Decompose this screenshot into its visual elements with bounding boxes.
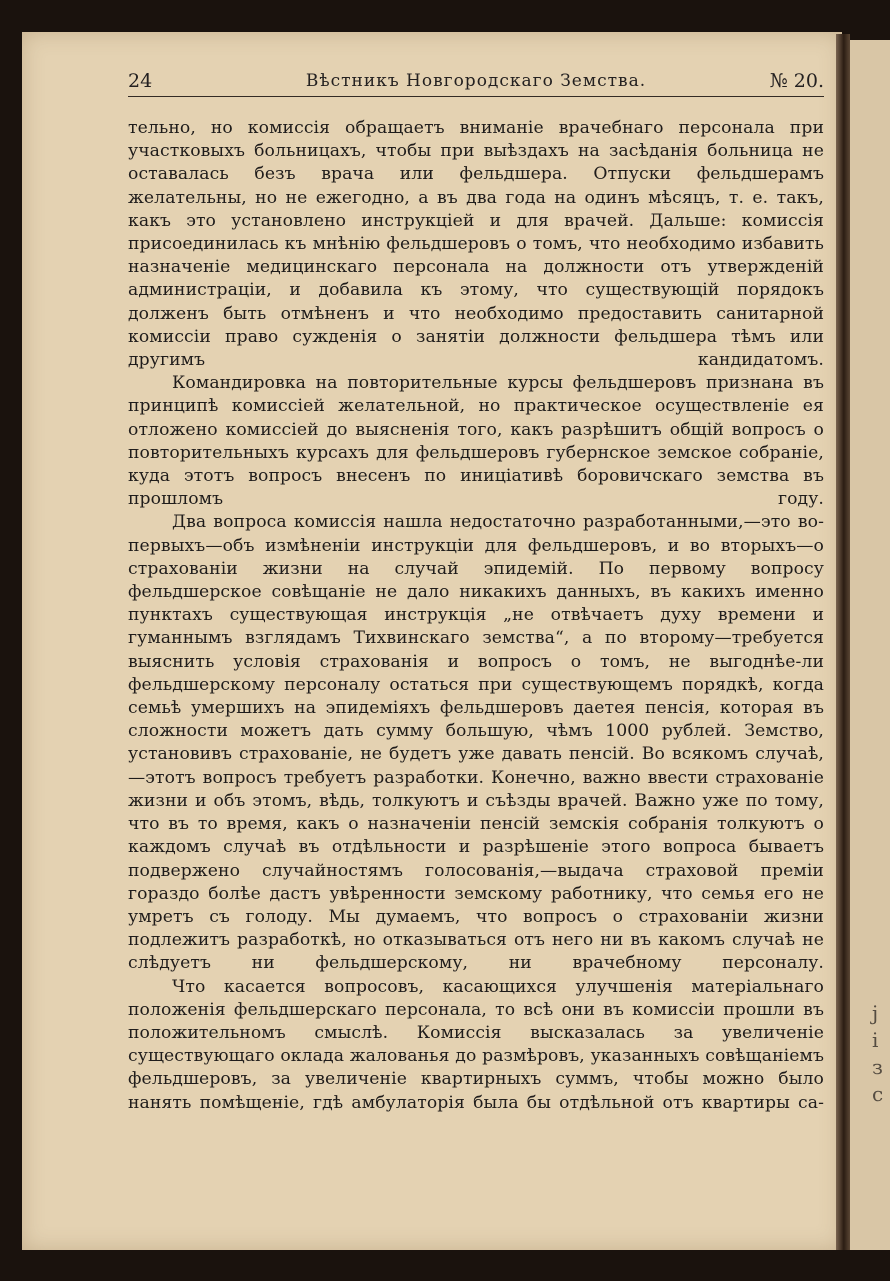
book-gutter: [836, 34, 850, 1250]
facing-page-glyphs: [872, 1000, 882, 1108]
facing-page-edge: [850, 40, 890, 1250]
running-header: [128, 70, 824, 97]
paragraph-two-questions: Два вопроса комиссія нашла недостаточно разработанными,—это во-первыхъ—объ измѣненіи инструкціи для фельдшеровъ, и во вторыхъ—о страхованіи жизни на случай эпидемій. По первому вопросу фельдшерское совѣщаніе не дало никакихъ данныхъ, въ какихъ именно пунктахъ существующая инструкція „не отвѣчаетъ духу времени и гуманнымъ взглядамъ Тихвинскаго земства“, а по второму—требуется выяснить условія страхованія и вопросъ о томъ, не выгоднѣе-ли фельдшерскому персоналу остаться при существующемъ порядкѣ, когда семьѣ умершихъ на эпидеміяхъ фельдшеровъ даетея пенсія, которая въ сложности можетъ дать сумму большую, чѣмъ 1000 рублей. Земство, установивъ страхованіе, не будетъ уже давать пенсій. Во всякомъ случаѣ,—этотъ вопросъ требуетъ разработки. Конечно, важно ввести страхованіе жизни и объ этомъ, вѣдь, толкуютъ и съѣзды врачей. Важно уже по тому, что въ то время, какъ о назначеніи пенсій земскія собранія толкуютъ о каждомъ случаѣ въ отдѣльности и разрѣшеніе этого вопроса бываетъ подвержено случайностямъ голосованія,—выдача страховой преміи гораздо болѣе дастъ увѣренности земскому работнику, что семья его не умретъ съ голоду. Мы думаемъ, что вопросъ о страхованіи жизни подлежитъ разработкѣ, но отказываться отъ него ни въ какомъ случаѣ не слѣдуетъ ни фельдшерскому, ни врачебному персоналу.: [128, 512, 824, 974]
facing-glyph: з: [872, 1055, 883, 1079]
facing-glyph: і: [872, 1028, 879, 1052]
page-number: 24: [128, 70, 153, 92]
paragraph-continuation: тельно, но комиссія обращаетъ вниманіе врачебнаго персонала при участковыхъ больницахъ, чтобы при выѣздахъ на засѣданія больница не оставалась безъ врача или фельдшера. Отпуски фельдшерамъ желательны, но не ежегодно, а въ два года на одинъ мѣсяцъ, т. е. такъ, какъ это установлено инструкціей и для врачей. Дальше: комиссія присоединилась къ мнѣнію фельдшеровъ о томъ, что необходимо избавить назначеніе медицинскаго персонала на должности отъ утвержденій администраціи, и добавила къ этому, что существующій порядокъ долженъ быть отмѣненъ и что необходимо предоставить санитарной комиссіи право сужденія о занятіи должности фельдшера тѣмъ или другимъ кандидатомъ.: [128, 118, 824, 371]
facing-glyph: ј: [872, 1001, 879, 1025]
paragraph-material-conditions: Что касается вопросовъ, касающихся улучшенія матеріальнаго положенія фельдшерскаго персонала, то всѣ они въ комиссіи прошли въ положительномъ смыслѣ. Комиссія высказалась за увеличеніе существующаго оклада жалованья до размѣровъ, указанныхъ совѣщаніемъ фельдшеровъ, за увеличеніе квартирныхъ суммъ, чтобы можно было нанять помѣщеніе, гдѣ амбулаторія была бы отдѣльной отъ квартиры са-: [128, 976, 824, 1113]
journal-title: Вѣстникъ Новгородскаго Земства.: [305, 71, 647, 91]
paragraph-refresher-courses: Командировка на повторительные курсы фельдшеровъ признана въ принципѣ комиссіей желательной, но практическое осуществленіе ея отложено комиссіей до выясненія того, какъ разрѣшитъ общій вопросъ о повторительныхъ курсахъ для фельдшеровъ губернское земское собраніе, куда этотъ вопросъ внесенъ по иниціативѣ боровичскаго земства въ прошломъ году.: [128, 373, 824, 510]
facing-glyph: с: [872, 1082, 884, 1106]
article-body: [128, 117, 824, 1115]
issue-number: № 20.: [769, 70, 824, 92]
